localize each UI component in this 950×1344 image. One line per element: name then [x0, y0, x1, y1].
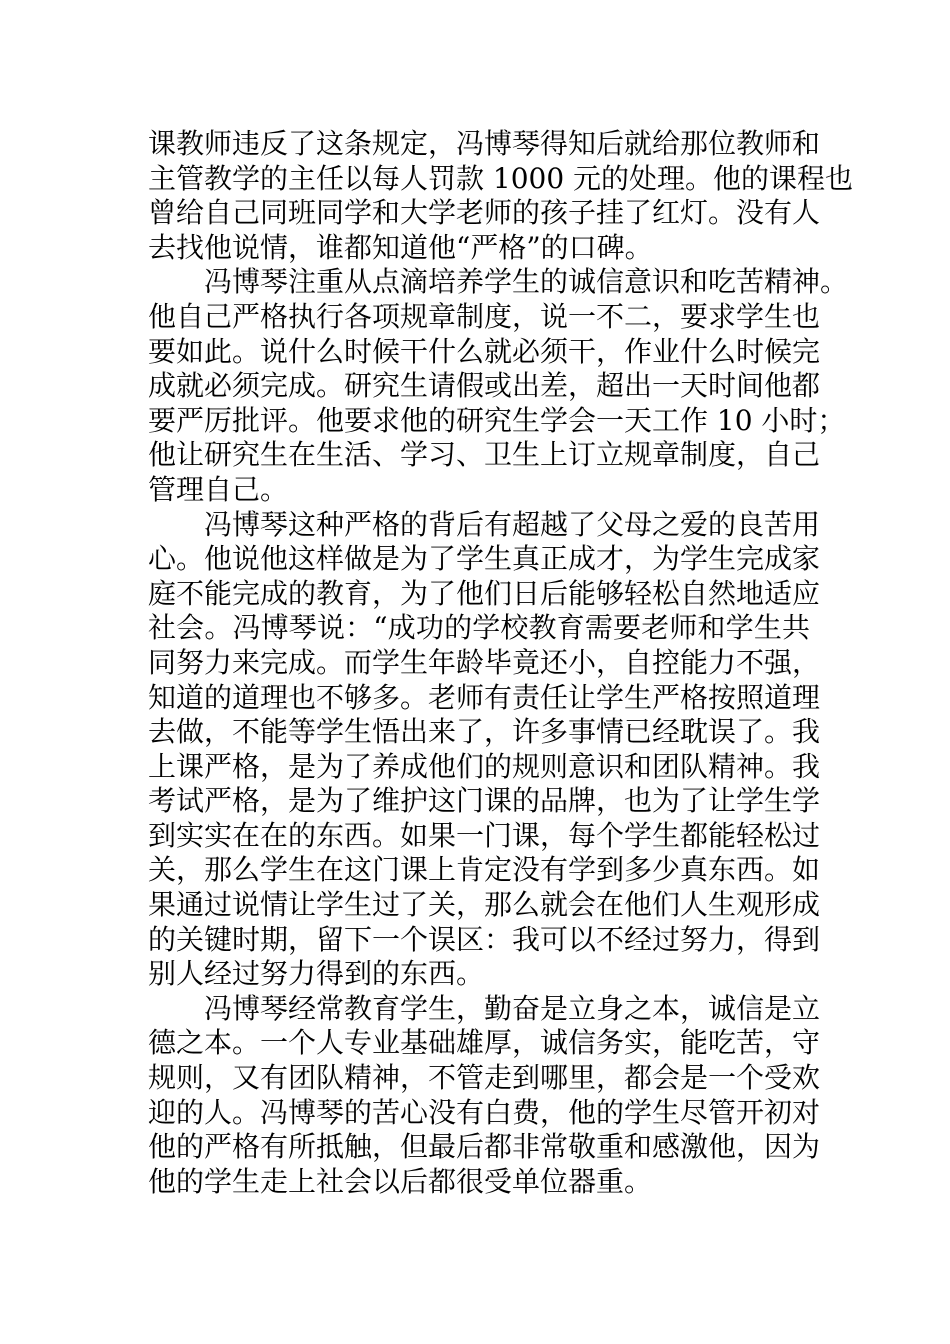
- text-line: 到实实在在的东西。如果一门课，每个学生都能轻松过: [148, 818, 821, 852]
- text-line: 规则，又有团队精神，不管走到哪里，都会是一个受欢: [148, 1061, 821, 1095]
- text-line: 社会。冯博琴说：“成功的学校教育需要老师和学生共: [148, 611, 810, 645]
- text-line: 心。他说他这样做是为了学生真正成才，为学生完成家: [148, 542, 821, 576]
- text-line: 他的严格有所抵触，但最后都非常敬重和感激他，因为: [148, 1130, 821, 1164]
- document-page: [148, 127, 854, 1199]
- text-line: 去做，不能等学生悟出来了，许多事情已经耽误了。我: [148, 715, 821, 749]
- text-line: 课教师违反了这条规定，冯博琴得知后就给那位教师和: [148, 127, 821, 160]
- paragraph-1: [148, 127, 854, 265]
- text-line: 管理自己。: [148, 472, 289, 506]
- text-line: 冯博琴经常教育学生，勤奋是立身之本，诚信是立: [204, 991, 821, 1025]
- text-line: 曾给自己同班同学和大学老师的孩子挂了红灯。没有人: [148, 196, 821, 230]
- text-line: 果通过说情让学生过了关，那么就会在他们人生观形成: [148, 888, 821, 922]
- text-line: 冯博琴这种严格的背后有超越了父母之爱的良苦用: [204, 507, 821, 541]
- text-line: 他的学生走上社会以后都很受单位器重。: [148, 1164, 653, 1198]
- paragraph-2: [148, 265, 849, 507]
- text-line: 主管教学的主任以每人罚款 1000 元的处理。他的课程也: [148, 161, 854, 195]
- text-line: 德之本。一个人专业基础雄厚，诚信务实，能吃苦，守: [148, 1026, 821, 1060]
- text-line: 冯博琴注重从点滴培养学生的诚信意识和吃苦精神。: [204, 265, 849, 299]
- text-line: 知道的道理也不够多。老师有责任让学生严格按照道理: [148, 680, 821, 714]
- text-line: 要严厉批评。他要求他的研究生学会一天工作 10 小时；: [148, 403, 846, 437]
- text-line: 他自己严格执行各项规章制度，说一不二，要求学生也: [148, 299, 821, 333]
- text-line: 关，那么学生在这门课上肯定没有学到多少真东西。如: [148, 853, 821, 887]
- text-line: 迎的人。冯博琴的苦心没有白费，他的学生尽管开初对: [148, 1095, 821, 1129]
- text-line: 他让研究生在生活、学习、卫生上订立规章制度，自己: [148, 438, 821, 472]
- paragraph-3: [148, 507, 821, 992]
- paragraph-4: [148, 991, 821, 1200]
- text-line: 同努力来完成。而学生年龄毕竟还小，自控能力不强，: [148, 645, 821, 679]
- text-line: 成就必须完成。研究生请假或出差，超出一天时间他都: [148, 369, 821, 403]
- text-line: 考试严格，是为了维护这门课的品牌，也为了让学生学: [148, 784, 821, 818]
- text-line: 要如此。说什么时候干什么就必须干，作业什么时候完: [148, 334, 821, 368]
- text-line: 去找他说情，谁都知道他“严格”的口碑。: [148, 230, 653, 264]
- text-line: 别人经过努力得到的东西。: [148, 957, 485, 991]
- text-line: 上课严格，是为了养成他们的规则意识和团队精神。我: [148, 749, 821, 783]
- text-line: 庭不能完成的教育，为了他们日后能够轻松自然地适应: [148, 576, 821, 610]
- text-line: 的关键时期，留下一个误区：我可以不经过努力，得到: [148, 922, 821, 956]
